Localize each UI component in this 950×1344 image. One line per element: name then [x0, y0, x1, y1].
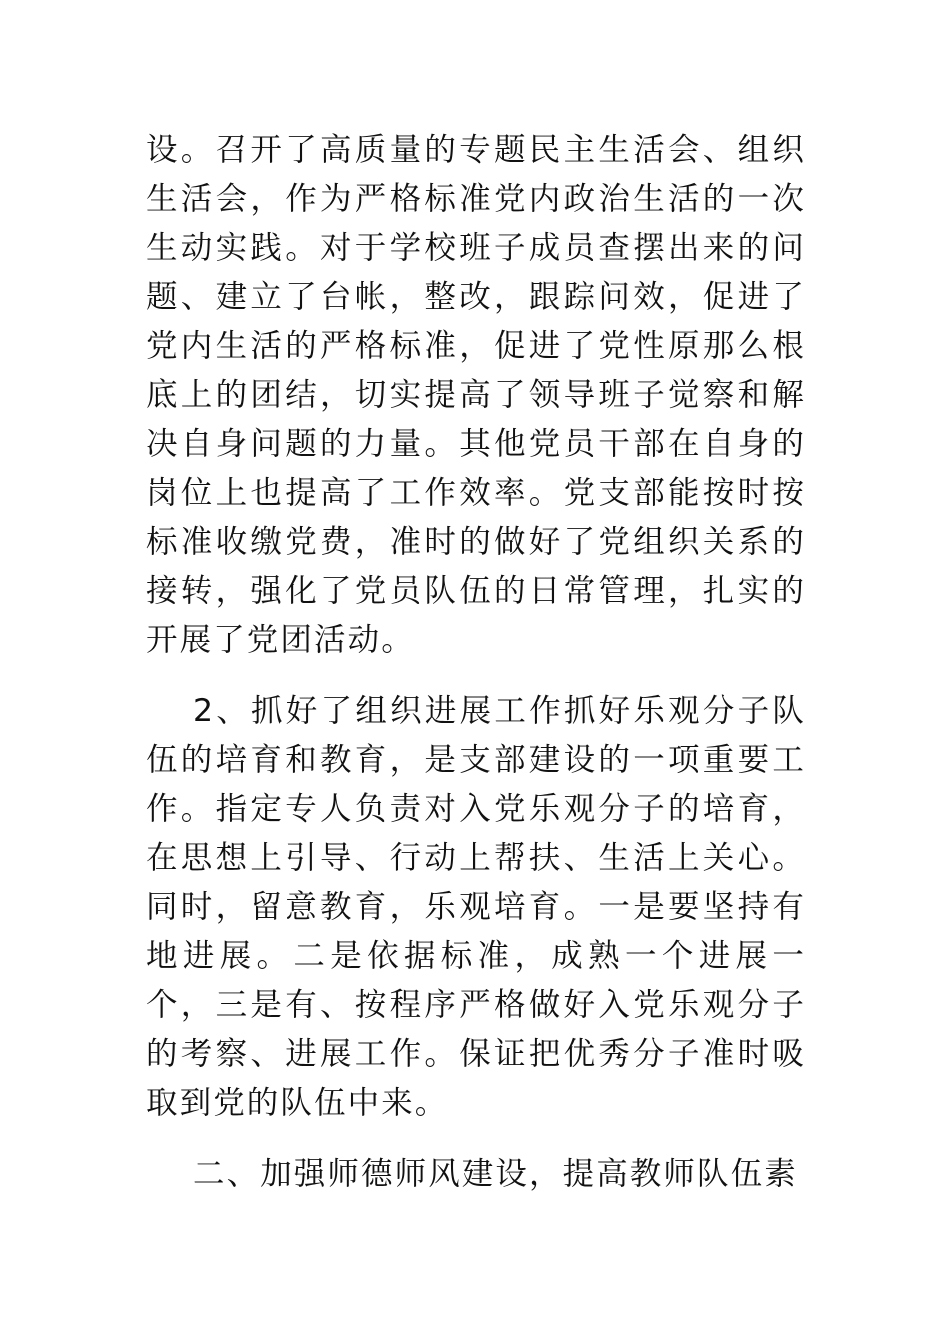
- section-heading-teacher-ethics: 二、加强师德师风建设，提高教师队伍素: [193, 1156, 798, 1192]
- paragraph-organization-development: 2、抓好了组织进展工作抓好乐观分子队伍的培育和教育，是支部建设的一项重要工作。指定专人负责对入党乐观分子的培育，在思想上引导、行动上帮扶、生活上关心。同时，留意教育，乐观培育。一是要坚持有地进展。二是依据标准，成熟一个进展一个，三是有、按程序严格做好入党乐观分子的考察、进展工作。保证把优秀分子准时吸取到党的队伍中来。: [146, 693, 806, 1121]
- paragraph-party-life: 设。召开了高质量的专题民主生活会、组织生活会，作为严格标准党内政治生活的一次生动实践。对于学校班子成员查摆出来的问题、建立了台帐，整改，跟踪问效，促进了党内生活的严格标准，促进了党性原那么根底上的团结，切实提高了领导班子觉察和解决自身问题的力量。其他党员干部在自身的岗位上也提高了工作效率。党支部能按时按标准收缴党费，准时的做好了党组织关系的接转，强化了党员队伍的日常管理，扎实的开展了党团活动。: [146, 132, 806, 658]
- body-text: [146, 126, 806, 1199]
